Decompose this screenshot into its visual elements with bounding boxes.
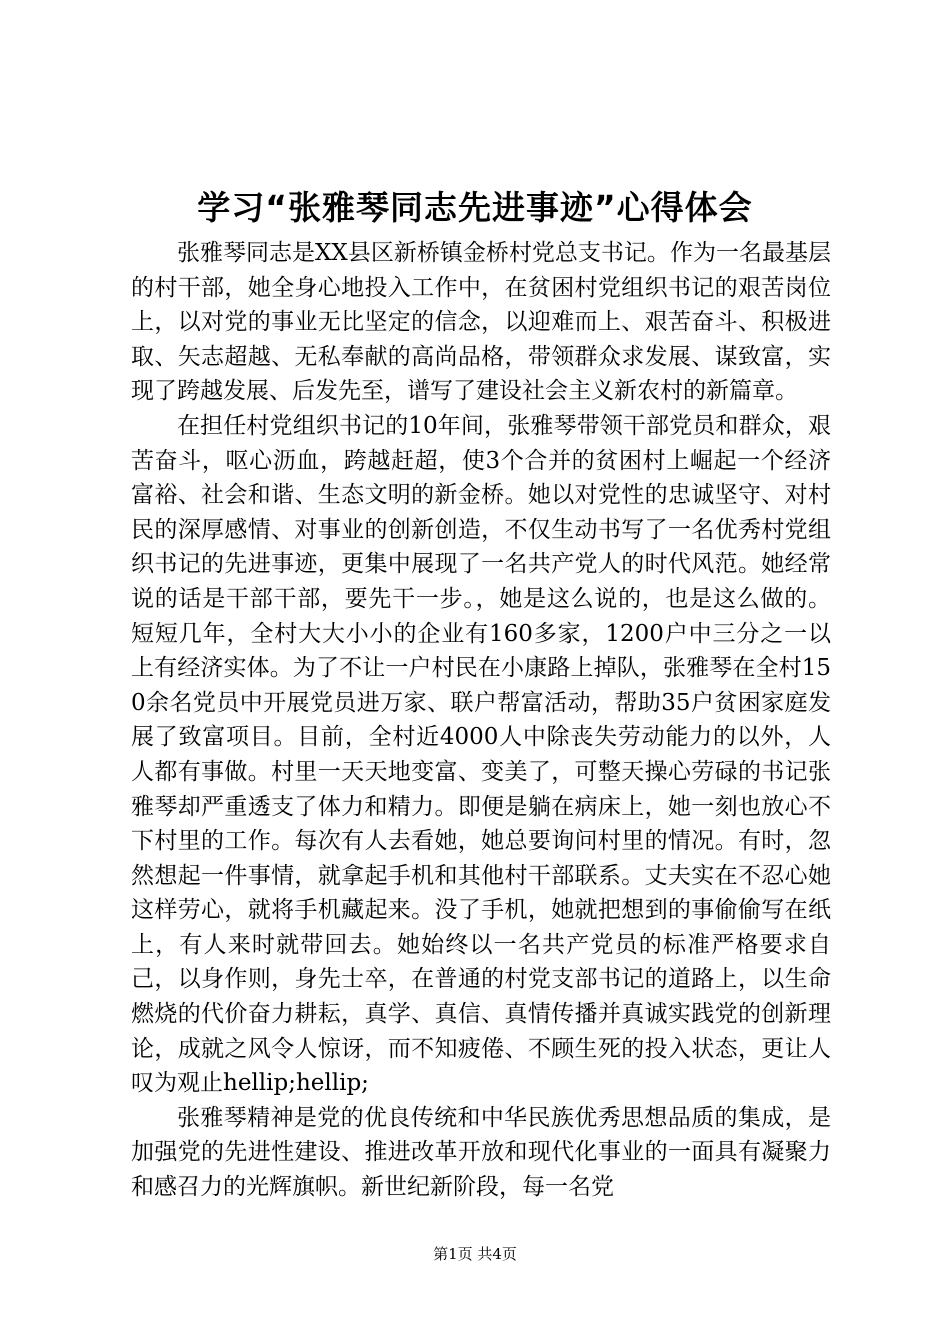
paragraph-3: 张雅琴精神是党的优良传统和中华民族优秀思想品质的集成，是加强党的先进性建设、推进改革开放和现代化事业的一面具有凝聚力和感召力的光辉旗帜。新世纪新阶段，每一名党 (131, 1104, 831, 1201)
page-number-footer: 第1页 共4页 (433, 1245, 517, 1263)
document-body (131, 236, 831, 1205)
paragraph-1: 张雅琴同志是XX县区新桥镇金桥村党总支书记。作为一名最基层的村干部，她全身心地投入工作中，在贫困村党组织书记的艰苦岗位上，以对党的事业无比坚定的信念，以迎难而上、艰苦奋斗、积极进取、矢志超越、无私奉献的高尚品格，带领群众求发展、谋致富，实现了跨越发展、后发先至，谱写了建设社会主义新农村的新篇章。 (131, 240, 831, 405)
paragraph-2: 在担任村党组织书记的10年间，张雅琴带领干部党员和群众，艰苦奋斗，呕心沥血，跨越赶超，使3个合并的贫困村上崛起一个经济富裕、社会和谐、生态文明的新金桥。她以对党性的忠诚坚守、对村民的深厚感情、对事业的创新创造，不仅生动书写了一名优秀村党组织书记的先进事迹，更集中展现了一名共产党人的时代风范。她经常说的话是干部干部，要先干一步。，她是这么说的，也是这么做的。短短几年，全村大大小小的企业有160多家，1200户中三分之一以上有经济实体。为了不让一户村民在小康路上掉队，张雅琴在全村150余名党员中开展党员进万家、联户帮富活动，帮助35户贫困家庭发展了致富项目。目前，全村近4000人中除丧失劳动能力的以外，人人都有事做。村里一天天地变富、变美了，可整天操心劳碌的书记张雅琴却严重透支了体力和精力。即便是躺在病床上，她一刻也放心不下村里的工作。每次有人去看她，她总要询问村里的情况。有时，忽然想起一件事情，就拿起手机和其他村干部联系。丈夫实在不忍心她这样劳心，就将手机藏起来。没了手机，她就把想到的事偷偷写在纸上，有人来时就带回去。她始终以一名共产党员的标准严格要求自己，以身作则，身先士卒，在普通的村党支部书记的道路上，以生命燃烧的代价奋力耕耘，真学、真信、真情传播并真诚实践党的创新理论，成就之风令人惊讶，而不知疲倦、不顾生死的投入状态，更让人叹为观止hellip;hellip; (131, 412, 831, 1097)
document-title: 学习“张雅琴同志先进事迹”心得体会 (197, 188, 753, 227)
